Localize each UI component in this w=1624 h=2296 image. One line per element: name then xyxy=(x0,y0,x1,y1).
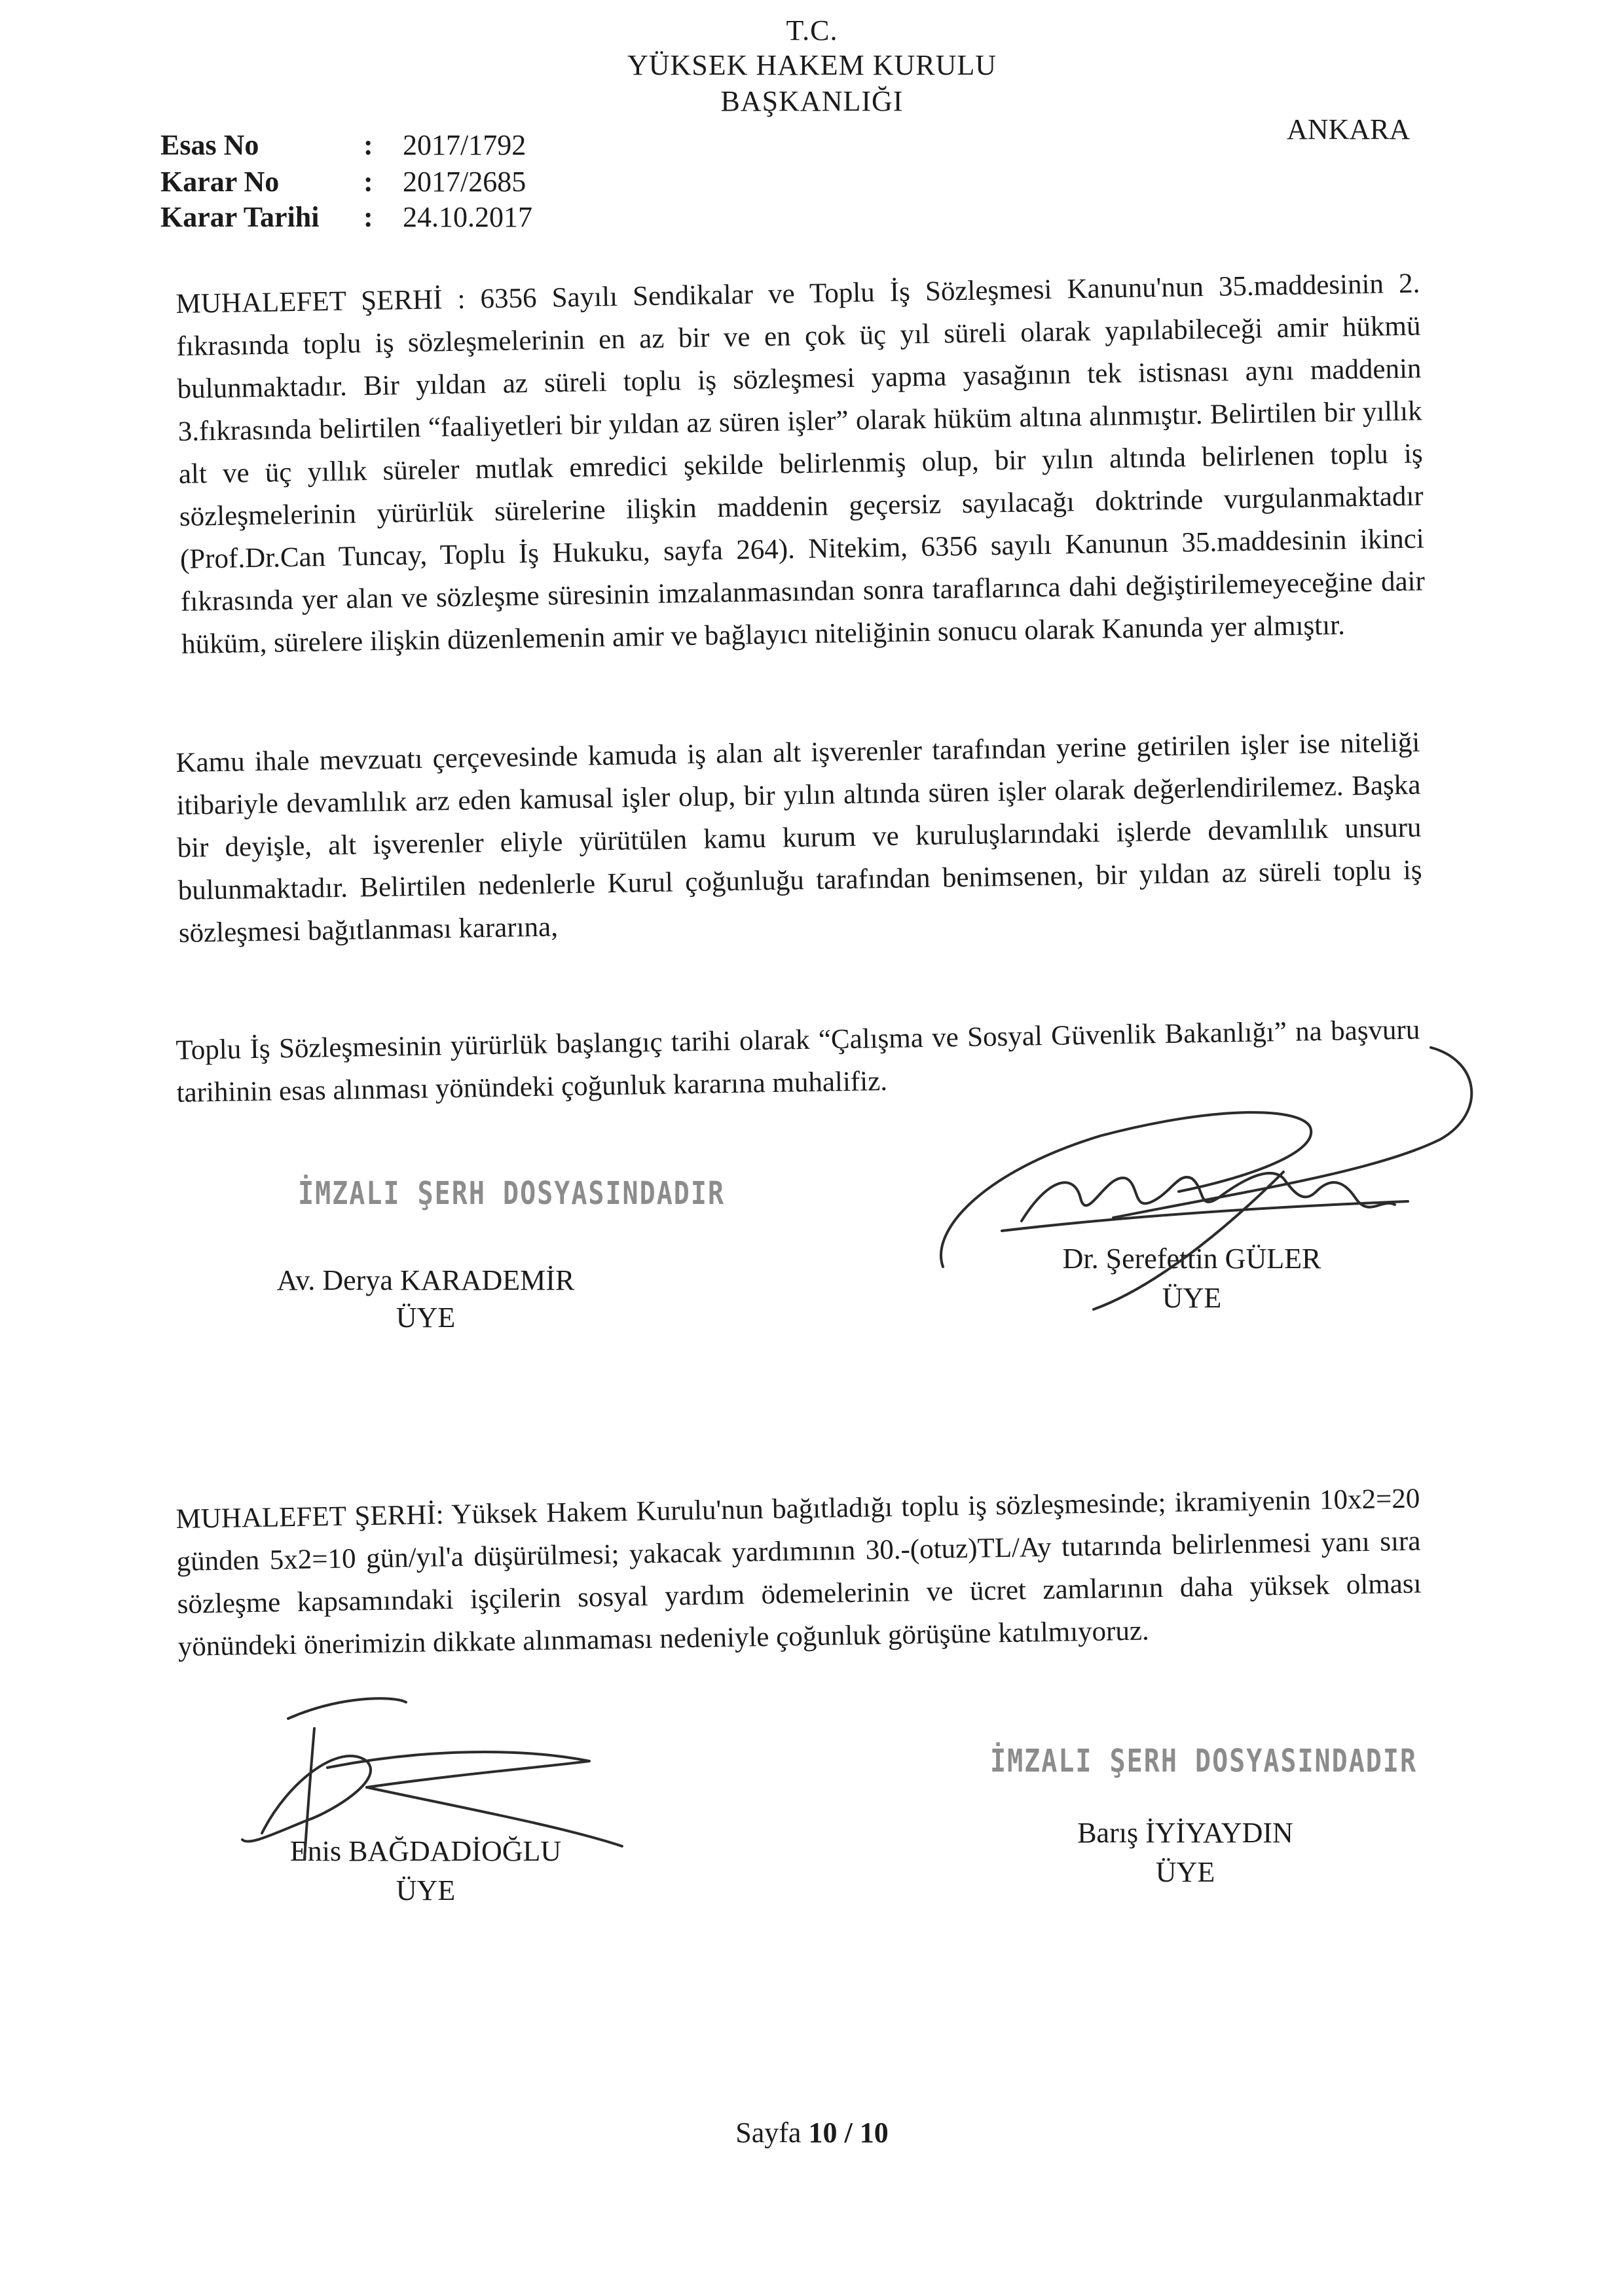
dissent2-paragraph-1: MUHALEFET ŞERHİ: Yüksek Hakem Kurulu'nun bağıtladığı toplu iş sözleşmesinde; ikramiyenin 10x2=20 günden 5x2=10 gün/yıl'a düşürülmesi; yakacak yardımının 30.-(otuz)TL/Ay tutarında belirlenmesi yanı sıra sözleşme kapsamındaki işçilerin sosyal yardım ödemelerinin ve ücret zamlarının daha yüksek olması yönündeki önerimizin dikkate alınmaması nedeniyle çoğunluk görüşüne katılmıyoruz. xyxy=(175,1483,1422,1662)
karar-tarihi-label: Karar Tarihi xyxy=(160,201,320,233)
signature-right-scribble xyxy=(1022,1173,1395,1221)
signer-role-left: ÜYE xyxy=(396,1302,456,1334)
signed-dissent-stamp-2: İMZALI ŞERH DOSYASINDADIR xyxy=(990,1743,1418,1780)
page-label: Sayfa xyxy=(735,2117,802,2149)
dissent1-paragraph-3: Toplu İş Sözleşmesinin yürürlük başlangıç tarihi olarak “Çalışma ve Sosyal Güvenlik Bakanlığı” na başvuru tarihinin esas alınması yönündeki çoğunluk kararına muhalifiz. xyxy=(175,1014,1420,1108)
esas-no-label: Esas No xyxy=(160,129,259,161)
page-current: 10 xyxy=(808,2117,838,2149)
karar-no-label: Karar No xyxy=(160,166,280,198)
page-number xyxy=(0,2115,1624,2151)
signer-name-left: Av. Derya KARADEMİR xyxy=(276,1264,575,1296)
signer-role-right: ÜYE xyxy=(1162,1282,1222,1314)
signer-role-right-2: ÜYE xyxy=(1155,1856,1215,1888)
signer-name-right-2: Barış İYİYAYDIN xyxy=(1077,1817,1293,1849)
signature-left-sweep xyxy=(327,1752,589,1787)
signature-right-stroke xyxy=(1002,1201,1408,1231)
karar-no-colon: : xyxy=(363,166,373,198)
header-country: T.C. xyxy=(786,14,838,46)
signature-left-top xyxy=(288,1698,406,1719)
header-city: ANKARA xyxy=(1287,113,1411,145)
signer-role-left-2: ÜYE xyxy=(396,1874,456,1906)
karar-no-value: 2017/2685 xyxy=(403,166,526,198)
dissent1-paragraph-2: Kamu ihale mevzuatı çerçevesinde kamuda iş alan alt işverenler tarafından yerine getirilen işler ise niteliği itibariyle devamlılık arz eden kamusal işler olup, bir yılın altında süren işler olarak değerlendirilemez. Başka bir deyişle, alt işverenler eliyle yürütülen kamu kurum ve kuruluşlarındaki işlerde devamlılık unsuru bulunmaktadır. Belirtilen nedenlerle Kurul çoğunluğu tarafından benimsenen, bir yıldan az süreli toplu iş sözleşmesi bağıtlanması kararına, xyxy=(175,727,1422,949)
page-total: 10 xyxy=(859,2117,889,2149)
header-institution: YÜKSEK HAKEM KURULU xyxy=(627,49,997,81)
karar-tarihi-colon: : xyxy=(363,201,373,233)
page-separator: / xyxy=(844,2117,853,2149)
signer-name-left-2: Enis BAĞDADİOĞLU xyxy=(289,1835,562,1867)
karar-tarihi-value: 24.10.2017 xyxy=(403,201,532,233)
header-office: BAŞKANLIĞI xyxy=(720,85,904,117)
signer-name-right: Dr. Şerefettin GÜLER xyxy=(1062,1243,1321,1275)
dissent1-paragraph-1: MUHALEFET ŞERHİ : 6356 Sayılı Sendikalar ve Toplu İş Sözleşmesi Kanunu'nun 35.maddesinin 2. fıkrasında toplu iş sözleşmelerinin en az bir ve en çok üç yıl süreli olarak yapılabileceği amir hükmü bulunmaktadır. Bir yıldan az süreli toplu iş sözleşmesi yapma yasağının tek istisnası aynı maddenin 3.fıkrasında belirtilen “faaliyetleri bir yıldan az süren işler” olarak hüküm altına alınmıştır. Belirtilen bir yıllık alt ve üç yıllık süreler mutlak emredici şekilde belirlenmiş olup, bir yılın altında belirlenen toplu iş sözleşmelerinin yürürlük sürelerine ilişkin maddenin geçersiz sayılacağı doktrinde vurgulanmaktadır (Prof.Dr.Can Tuncay, Toplu İş Hukuku, sayfa 264). Nitekim, 6356 sayılı Kanunun 35.maddesinin ikinci fıkrasında yer alan ve sözleşme süresinin imzalanmasından sonra taraflarınca dahi değiştirilemeyeceğine dair hüküm, sürelere ilişkin düzenlemenin amir ve bağlayıcı niteliğinin sonucu olarak Kanunda yer almıştır. xyxy=(175,268,1426,660)
signed-dissent-stamp: İMZALI ŞERH DOSYASINDADIR xyxy=(298,1176,726,1212)
esas-no-value: 2017/1792 xyxy=(403,129,526,161)
esas-no-colon: : xyxy=(363,129,373,161)
signature-left-loop xyxy=(242,1756,371,1842)
